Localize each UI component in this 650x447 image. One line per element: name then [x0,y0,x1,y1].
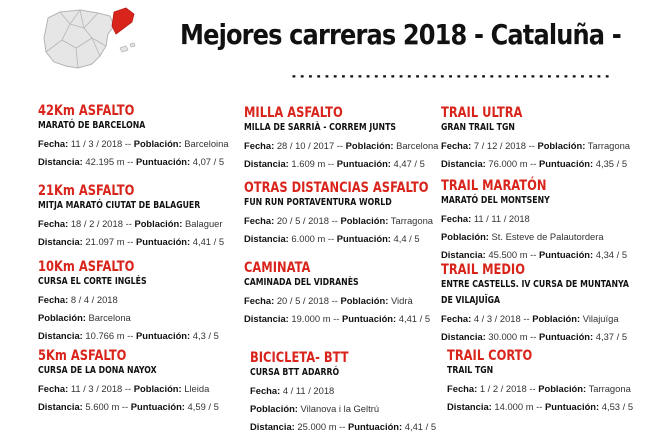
distance-score-line: Distancia: 1.609 m -- Puntuación: 4,47 / 5 [244,158,425,169]
date-location-line: Fecha: 4 / 3 / 2018 -- Población: Vilajuïga [441,313,619,324]
category-title: 10Km ASFALTO [38,259,135,275]
title-underline: - - - - - - - - - - - - - - - - - - - - - - - - - - - - - - - - - - - - - - - [292,66,610,85]
date-location-line: Fecha: 1 / 2 / 2018 -- Población: Tarragona [447,383,631,394]
race-name: CURSA DE LA DONA NAYOX [38,365,157,376]
race-name: MILLA DE SARRIÀ - CORREM JUNTS [244,122,397,133]
distance-score-line: Distancia: 10.766 m -- Puntuación: 4,3 / 5 [38,330,219,341]
date-location-line: Fecha: 7 / 12 / 2018 -- Población: Tarragona [441,140,631,151]
race-name: ENTRE CASTELLS. IV CURSA DE MUNTANYA [441,279,629,290]
race-block-otras [244,180,469,245]
race-block-medio [441,262,650,343]
distance-score-line: Distancia: 6.000 m -- Puntuación: 4,4 / 5 [244,233,420,244]
race-block-42k [38,103,229,168]
date-location-line: Fecha: 20 / 5 / 2018 -- Población: Vidrà [244,295,413,306]
distance-score-line: Distancia: 42.195 m -- Puntuación: 4,07 / 5 [38,156,225,167]
race-block-21k [38,183,246,248]
category-title: CAMINATA [244,260,311,276]
race-name: TRAIL TGN [447,365,494,376]
distance-score-line: Distancia: 45.500 m -- Puntuación: 4,34 / 5 [441,249,628,260]
race-name-line-2: DE VILAJUÏGA [441,295,501,306]
date-line: Fecha: 8 / 4 / 2018 [38,294,118,305]
category-title: MILLA ASFALTO [244,105,343,121]
spain-catalonia-map-icon [40,4,140,74]
date-location-line: Fecha: 18 / 2 / 2018 -- Población: Balaguer [38,218,223,229]
category-title: TRAIL MEDIO [441,262,525,278]
distance-score-line: Distancia: 76.000 m -- Puntuación: 4,35 / 5 [441,158,628,169]
race-name: CAMINADA DEL VIDRANÈS [244,277,359,288]
page-title: Mejores carreras 2018 - Cataluña - [180,18,621,51]
distance-score-line: Distancia: 30.000 m -- Puntuación: 4,37 / 5 [441,331,628,342]
race-name: GRAN TRAIL TGN [441,122,515,133]
category-title: TRAIL ULTRA [441,105,523,121]
distance-score-line: Distancia: 21.097 m -- Puntuación: 4,41 / 5 [38,236,225,247]
race-block-ultra [441,105,630,170]
race-block-caminata [244,260,430,325]
date-location-line: Fecha: 11 / 3 / 2018 -- Población: Barceloina [38,138,229,149]
distance-score-line: Distancia: 19.000 m -- Puntuación: 4,41 / 5 [244,313,431,324]
race-block-maraton [441,178,627,261]
race-block-5k [38,348,219,413]
distance-score-line: Distancia: 14.000 m -- Puntuación: 4,53 / 5 [447,401,634,412]
category-title: TRAIL MARATÓN [441,178,547,194]
date-location-line: Fecha: 28 / 10 / 2017 -- Población: Barcelona [244,140,439,151]
race-name: MARATÓ DEL MONTSENY [441,195,550,206]
date-location-line: Fecha: 20 / 5 / 2018 -- Población: Tarragona [244,215,434,226]
race-block-10k [38,259,219,342]
distance-score-line: Distancia: 25.000 m -- Puntuación: 4,41 / 5 [250,421,437,432]
race-name: FUN RUN PORTAVENTURA WORLD [244,197,392,208]
date-line: Fecha: 4 / 11 / 2018 [250,385,335,396]
race-name: CURSA BTT ADARRÓ [250,367,340,378]
race-block-bici [250,350,436,433]
category-title: 42Km ASFALTO [38,103,135,119]
race-name: MITJA MARATÓ CIUTAT DE BALAGUER [38,200,201,211]
date-line: Fecha: 11 / 11 / 2018 [441,213,530,224]
distance-score-line: Distancia: 5.600 m -- Puntuación: 4,59 / 5 [38,401,219,412]
category-title: 21Km ASFALTO [38,183,135,199]
location-line: Población: Barcelona [38,312,131,323]
category-title: 5Km ASFALTO [38,348,127,364]
race-block-milla [244,105,439,170]
race-block-corto [447,348,633,413]
race-name: MARATÓ DE BARCELONA [38,120,146,131]
location-line: Población: St. Esteve de Palautordera [441,231,604,242]
category-title: OTRAS DISTANCIAS ASFALTO [244,180,429,196]
race-name: CURSA EL CORTE INGLÉS [38,276,147,287]
date-location-line: Fecha: 11 / 3 / 2018 -- Población: Lleida [38,383,210,394]
category-title: BICICLETA- BTT [250,350,349,366]
category-title: TRAIL CORTO [447,348,533,364]
location-line: Población: Vilanova i la Geltrú [250,403,380,414]
